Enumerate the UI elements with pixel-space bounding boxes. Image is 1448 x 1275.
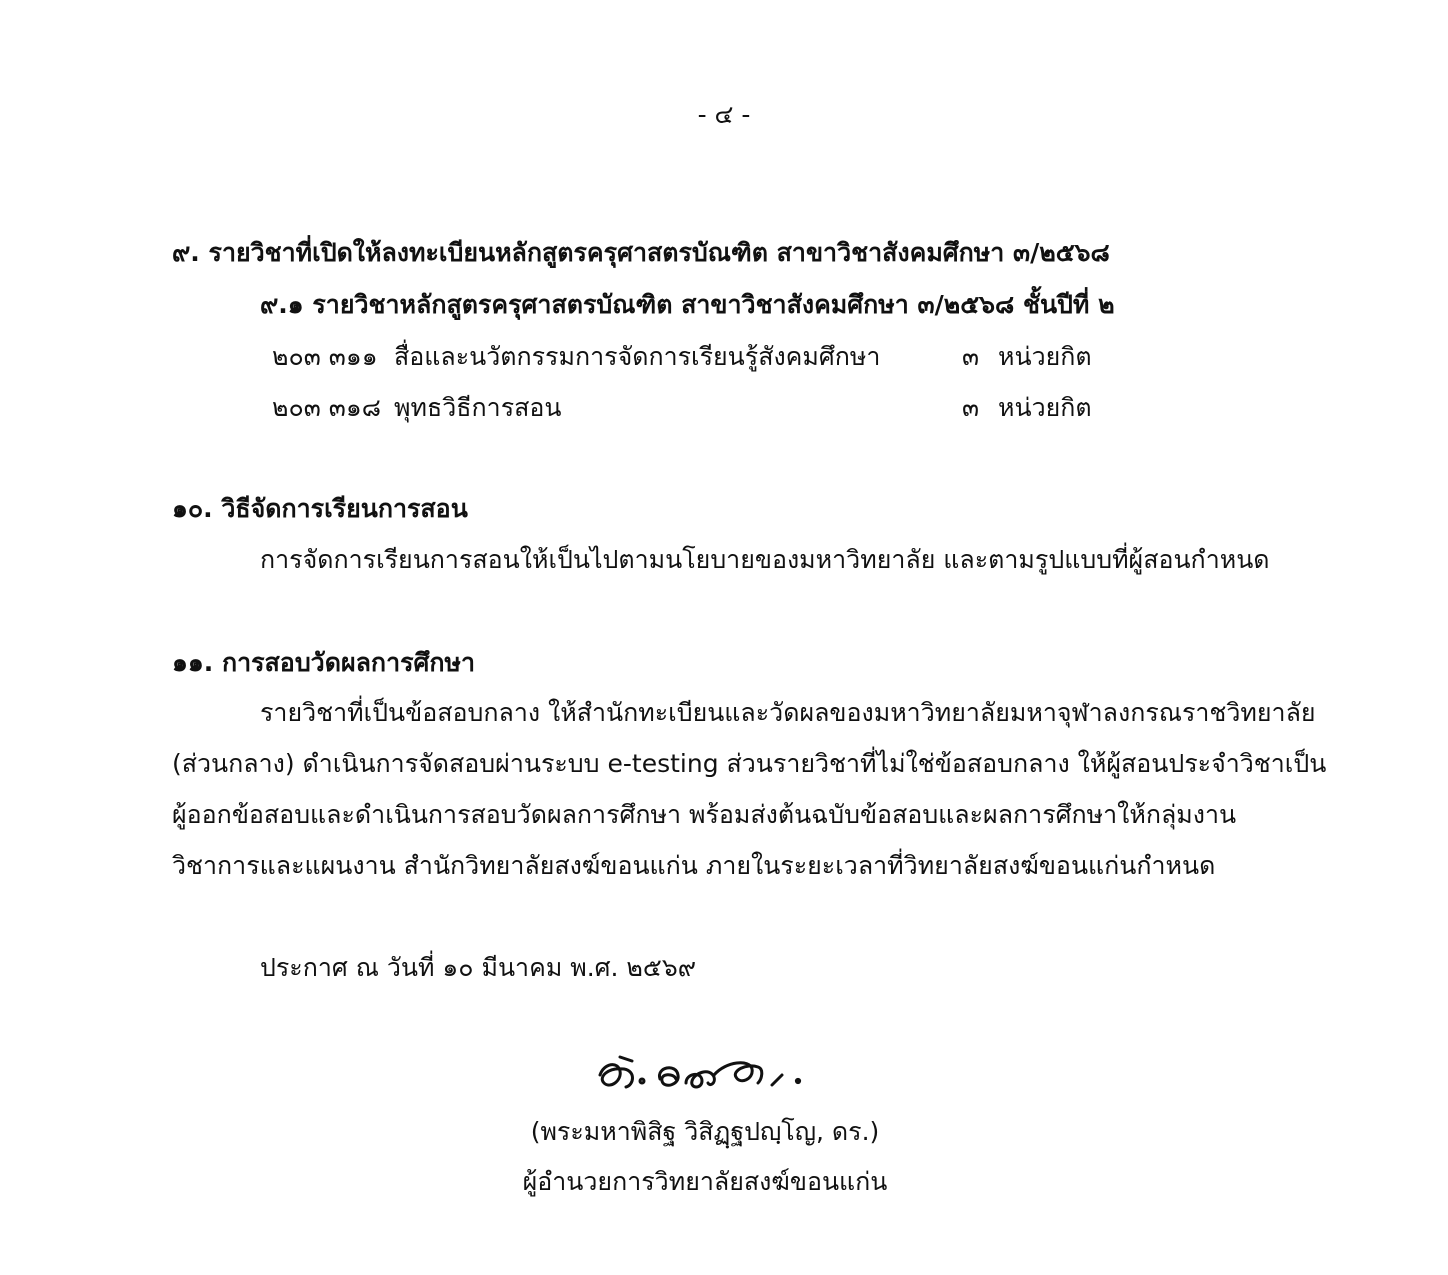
course-credits: ๓ xyxy=(962,342,980,371)
course-code: ๒๐๓ ๓๑๑ xyxy=(272,342,378,371)
handwritten-signature xyxy=(590,1045,830,1105)
section-9-heading: ๙. รายวิชาที่เปิดให้ลงทะเบียนหลักสูตรครุศาสตรบัณฑิต สาขาวิชาสังคมศึกษา ๓/๒๕๖๘ xyxy=(172,238,1110,267)
section-9-1-heading: ๙.๑ รายวิชาหลักสูตรครุศาสตรบัณฑิต สาขาวิชาสังคมศึกษา ๓/๒๕๖๘ ชั้นปีที่ ๒ xyxy=(260,290,1115,319)
course-credits: ๓ xyxy=(962,393,980,422)
section-11-heading: ๑๑. การสอบวัดผลการศึกษา xyxy=(172,648,476,677)
section-11-line: (ส่วนกลาง) ดำเนินการจัดสอบผ่านระบบ e-testing ส่วนรายวิชาที่ไม่ใช่ข้อสอบกลาง ให้ผู้สอนประจำวิชาเป็น xyxy=(172,749,1327,778)
announcement-date: ประกาศ ณ วันที่ ๑๐ มีนาคม พ.ศ. ๒๕๖๙ xyxy=(260,953,697,982)
course-code: ๒๐๓ ๓๑๘ xyxy=(272,393,382,422)
course-name: สื่อและนวัตกรรมการจัดการเรียนรู้สังคมศึกษา xyxy=(394,342,881,371)
page-number: - ๔ - xyxy=(697,100,751,129)
section-10-body: การจัดการเรียนการสอนให้เป็นไปตามนโยบายของมหาวิทยาลัย และตามรูปแบบที่ผู้สอนกำหนด xyxy=(260,545,1270,574)
course-credit-unit: หน่วยกิต xyxy=(998,342,1092,371)
section-11-line: วิชาการและแผนงาน สำนักวิทยาลัยสงฆ์ขอนแก่น ภายในระยะเวลาที่วิทยาลัยสงฆ์ขอนแก่นกำหนด xyxy=(172,851,1216,880)
course-credit-unit: หน่วยกิต xyxy=(998,393,1092,422)
signer-title: ผู้อำนวยการวิทยาลัยสงฆ์ขอนแก่น xyxy=(522,1167,888,1196)
section-11-line: รายวิชาที่เป็นข้อสอบกลาง ให้สำนักทะเบียนและวัดผลของมหาวิทยาลัยมหาจุฬาลงกรณราชวิทยาลัย xyxy=(260,698,1316,727)
section-10-heading: ๑๐. วิธีจัดการเรียนการสอน xyxy=(172,494,468,523)
course-name: พุทธวิธีการสอน xyxy=(394,393,562,422)
signer-name: (พระมหาพิสิฐ วิสิฏฺฐปญฺโญ, ดร.) xyxy=(530,1117,880,1146)
section-11-line: ผู้ออกข้อสอบและดำเนินการสอบวัดผลการศึกษา พร้อมส่งต้นฉบับข้อสอบและผลการศึกษาให้กลุ่มงาน xyxy=(172,800,1237,829)
